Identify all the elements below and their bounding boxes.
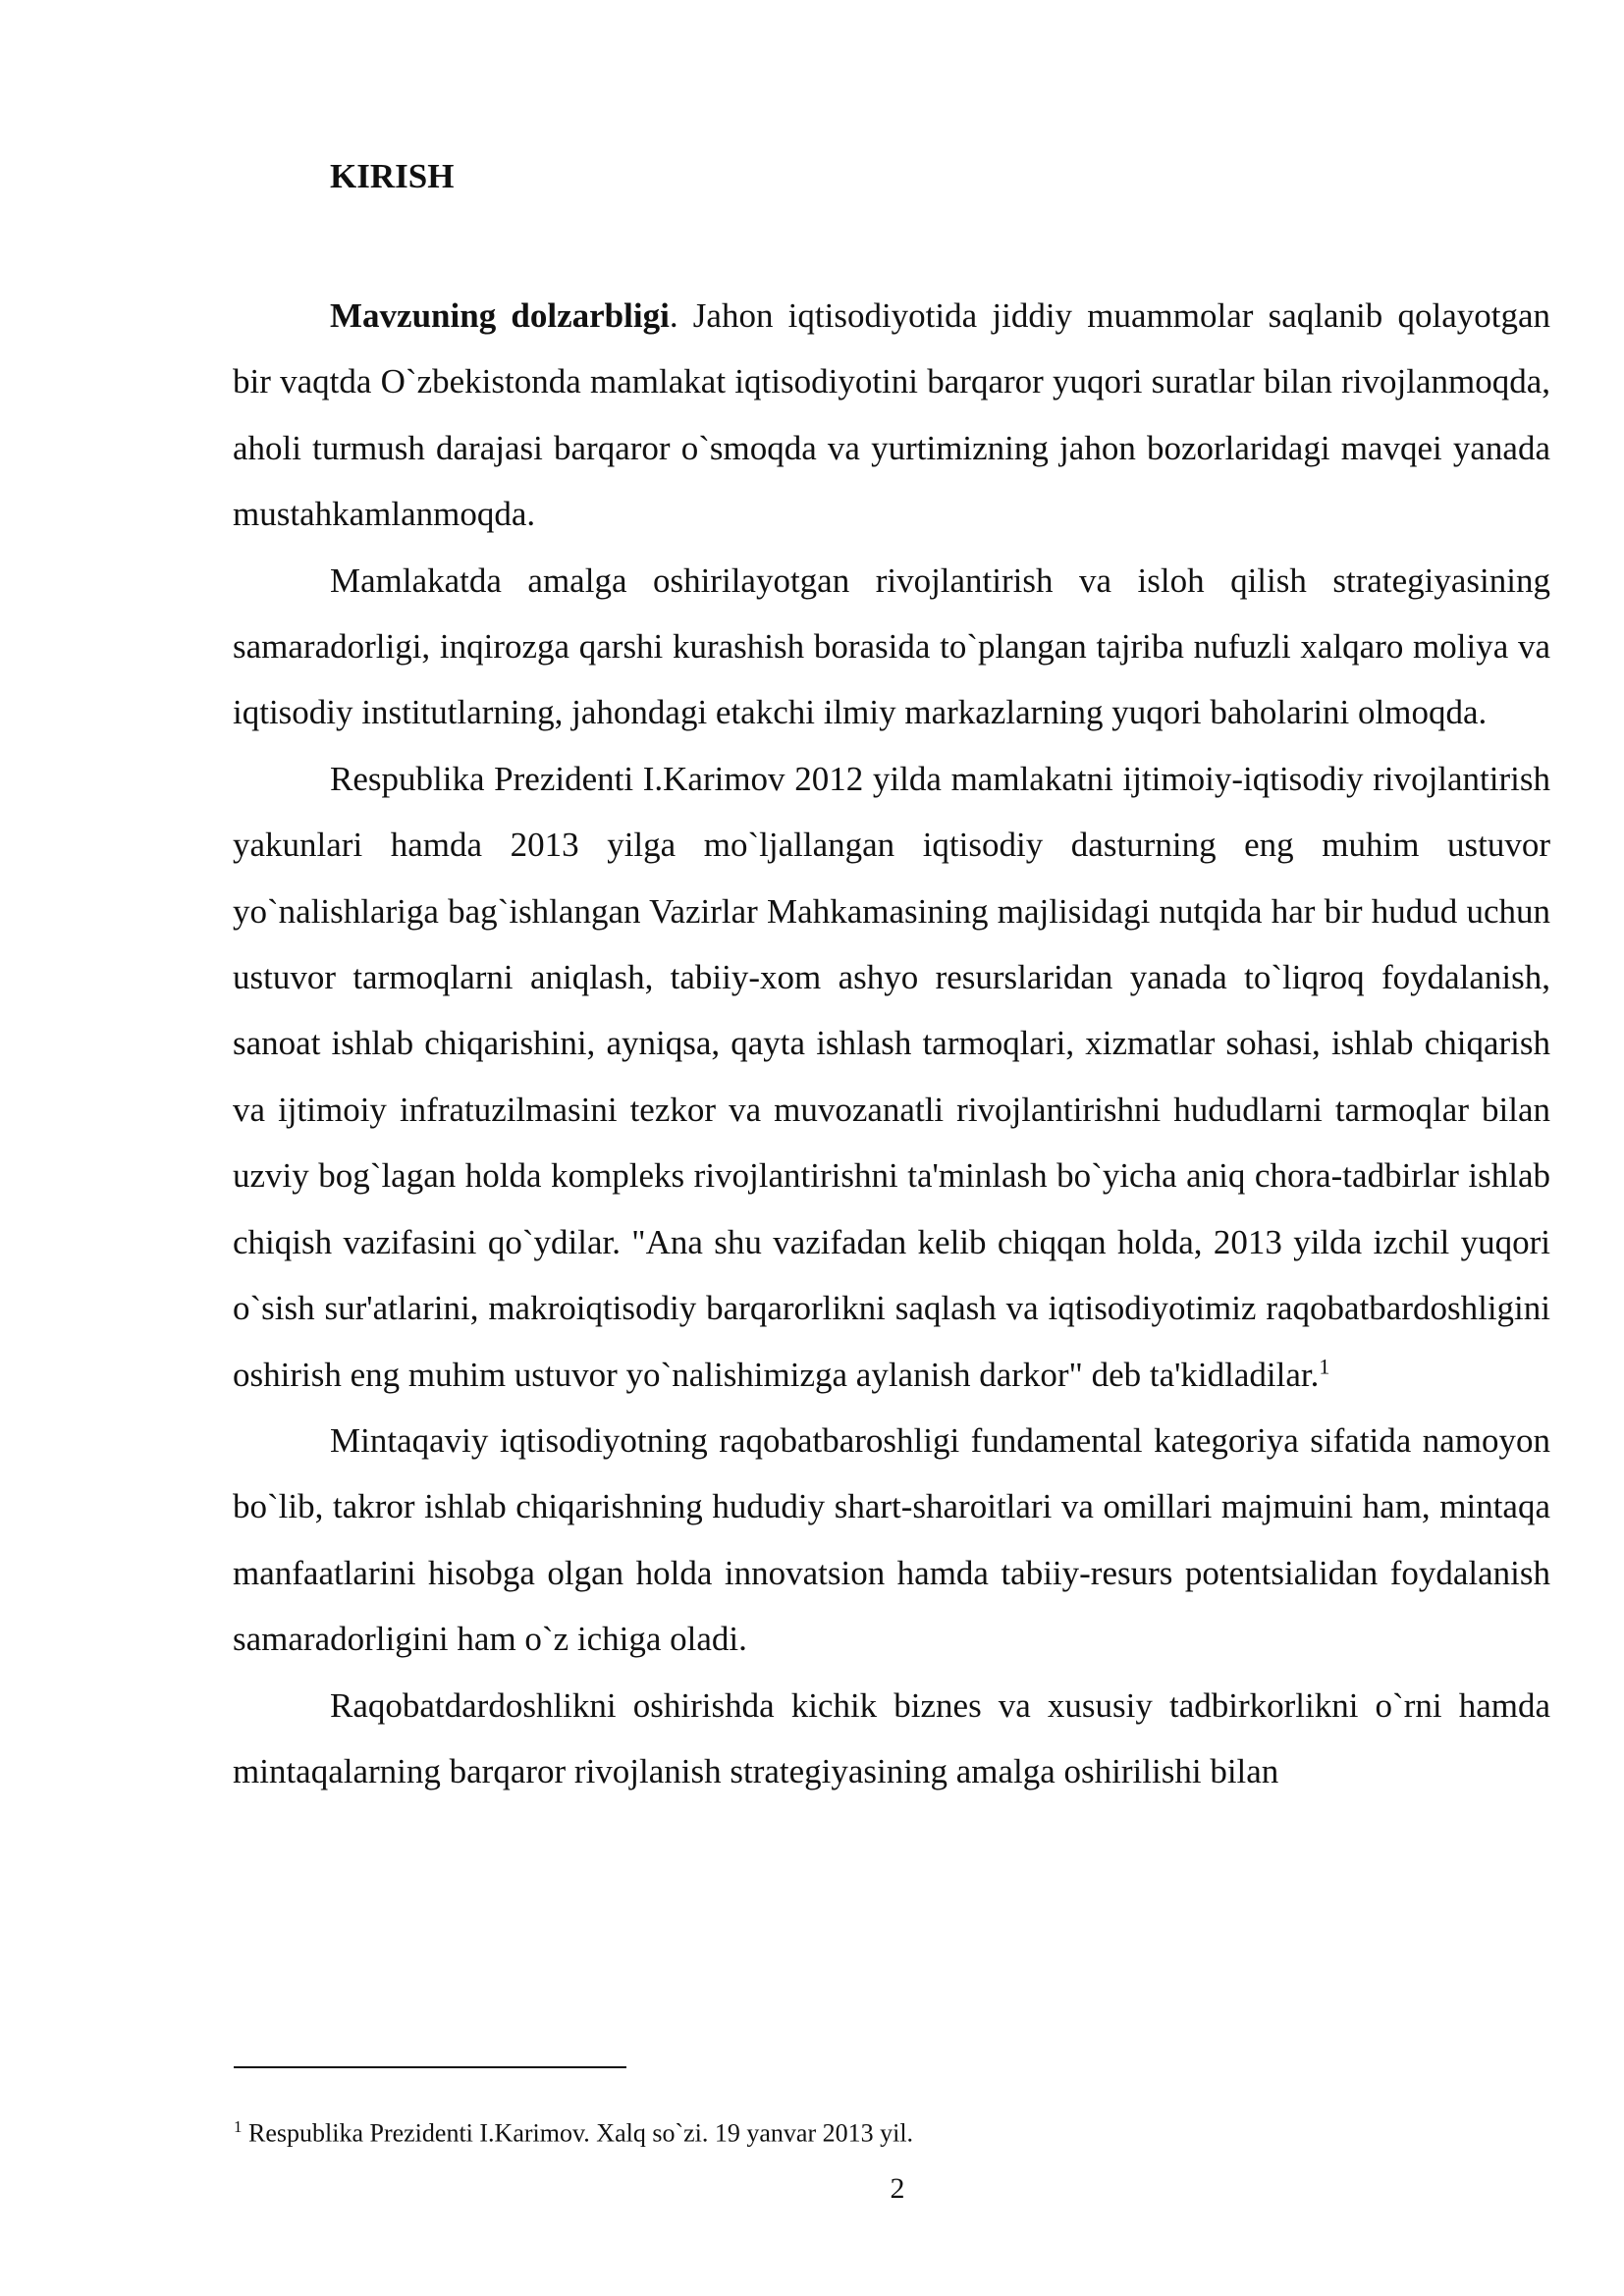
body-text — [233, 283, 1550, 1804]
footnote-marker: 1 — [234, 2117, 243, 2136]
paragraph-relevance — [233, 283, 1550, 548]
paragraph-president — [233, 746, 1550, 1408]
section-heading: KIRISH — [330, 157, 455, 195]
paragraph-strategy — [233, 548, 1550, 746]
paragraph-text: Raqobatdardoshlikni oshirishda kichik biznes va xususiy tadbirkorlikni o`rni hamda mintaqalarning barqaror rivojlanish strategiyasining amalga oshirilishi bilan — [233, 1685, 1550, 1790]
paragraph-regional — [233, 1408, 1550, 1673]
footnote-separator — [234, 2066, 626, 2068]
paragraph-text: Mintaqaviy iqtisodiyotning raqobatbaroshligi fundamental kategoriya sifatida namoyon bo`lib, takror ishlab chiqarishning hududiy shart-sharoitlari va omillari majmuini ham, mintaqa manfaatlarini hisobga olgan holda innovatsion hamda tabiiy-resurs potentsialidan foydalanish samaradorligini ham o`z ichiga oladi. — [233, 1420, 1550, 1659]
paragraph-competitiveness — [233, 1673, 1550, 1805]
footnote — [234, 2110, 913, 2151]
page-number: 2 — [890, 2172, 905, 2205]
paragraph-text: Respublika Prezidenti I.Karimov 2012 yilda mamlakatni ijtimoiy-iqtisodiy rivojlantirish yakunlari hamda 2013 yilga mo`ljallangan iqtisodiy dasturning eng muhim ustuvor yo`nalishlariga bag`ishlangan Vazirlar Mahkamasining majlisidagi nutqida har bir hudud uchun ustuvor tarmoqlarni aniqlash, tabiiy-xom ashyo resurslaridan yanada to`liqroq foydalanish, sanoat ishlab chiqarishini, ayniqsa, qayta ishlash tarmoqlari, xizmatlar sohasi, ishlab chiqarish va ijtimoiy infratuzilmasini tezkor va muvozanatli rivojlantirishni hududlarni tarmoqlar bilan uzviy bog`lagan holda kompleks rivojlantirishni ta'minlash bo`yicha aniq chora-tadbirlar ishlab chiqish vazifasini qo`ydilar. "Ana shu vazifadan kelib chiqqan holda, 2013 yilda izchil yuqori o`sish sur'atlarini, makroiqtisodiy barqarorlikni saqlash va iqtisodiyotimiz raqobatbardoshligini oshirish eng muhim ustuvor yo`nalishimizga aylanish darkor" deb ta'kidladilar. — [233, 759, 1550, 1394]
footnote-text: Respublika Prezidenti I.Karimov. Xalq so`zi. 19 yanvar 2013 yil. — [242, 2118, 914, 2148]
paragraph-text: . Jahon iqtisodiyotida jiddiy muammolar saqlanib qolayotgan bir vaqtda O`zbekistonda mamlakat iqtisodiyotini barqaror yuqori suratlar bilan rivojlanmoqda, aholi turmush darajasi barqaror o`smoqda va yurtimizning jahon bozorlaridagi mavqei yanada mustahkamlanmoqda. — [233, 296, 1550, 534]
paragraph-lead: Mavzuning dolzarbligi — [330, 296, 670, 335]
footnote-reference[interactable]: 1 — [1319, 1353, 1330, 1378]
paragraph-text: Mamlakatda amalga oshirilayotgan rivojlantirish va isloh qilish strategiyasining samaradorligi, inqirozga qarshi kurashish borasida to`plangan tajriba nufuzli xalqaro moliya va iqtisodiy institutlarning, jahondagi etakchi ilmiy markazlarning yuqori baholarini olmoqda. — [233, 561, 1550, 732]
